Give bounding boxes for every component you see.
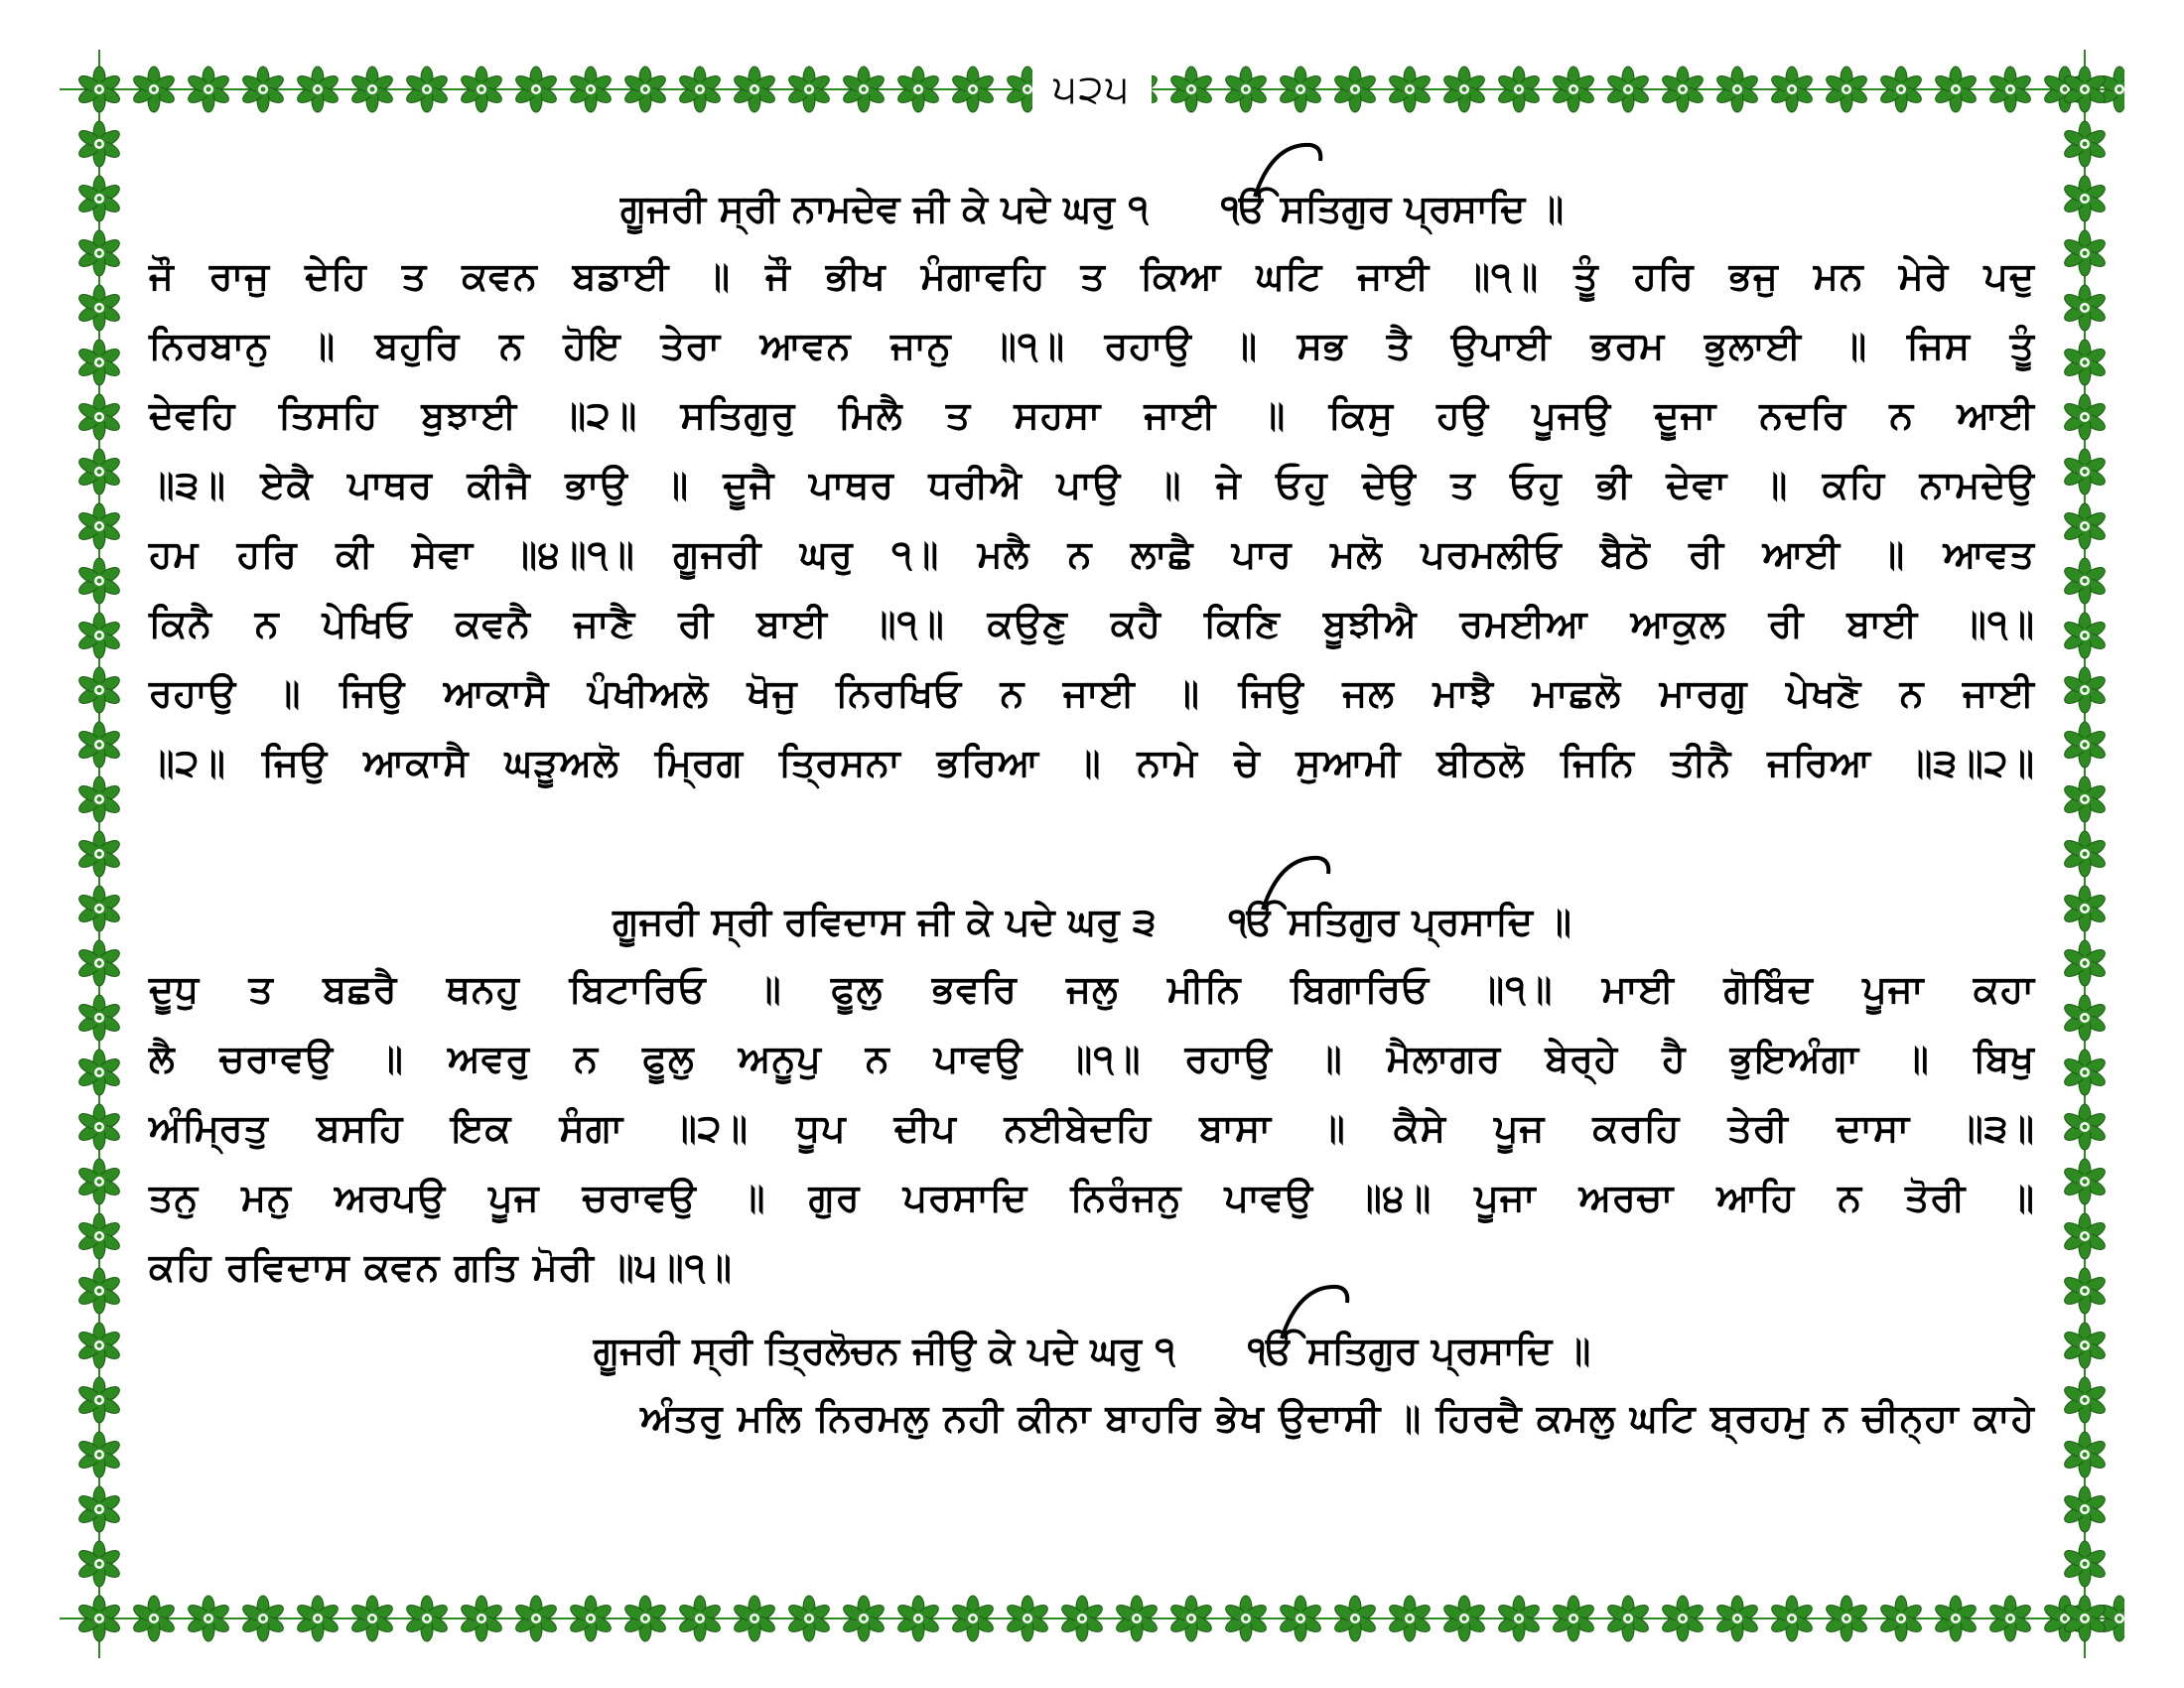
flower-icon — [76, 67, 122, 112]
page-number: ੫੨੫ — [1032, 62, 1152, 117]
flower-icon — [2062, 121, 2108, 167]
flower-icon — [2062, 1159, 2108, 1204]
invocation-text: ੴ ਸਤਿਗੁਰ ਪ੍ਰਸਾਦਿ ॥ — [1221, 187, 1565, 230]
flower-icon — [2062, 230, 2108, 276]
verse-line: ॥੨॥ ਜਿਉ ਆਕਾਸੈ ਘੜੂਅਲੋ ਮ੍ਰਿਗ ਤ੍ਰਿਸਨਾ ਭਰਿਆ ॥ ਨਾਮੇ ਚੇ ਸੁਆਮੀ ਬੀਠਲੋ ਜਿਨਿ ਤੀਨੈ ਜਰਿਆ ॥੩॥੨॥ — [149, 741, 2035, 784]
flower-icon — [2062, 503, 2108, 549]
flower-icon — [76, 1159, 122, 1204]
heading-title: ਗੂਜਰੀ ਸ੍ਰੀ ਨਾਮਦੇਵ ਜੀ ਕੇ ਪਦੇ ਘਰੁ ੧ — [619, 187, 1149, 230]
flower-icon — [76, 1323, 122, 1368]
scripture-content — [149, 179, 2035, 1569]
onkar-arc-icon — [1278, 1281, 1357, 1340]
border-left — [60, 50, 139, 1658]
flower-icon — [76, 503, 122, 549]
flower-icon — [76, 1377, 122, 1423]
flower-icon — [76, 285, 122, 331]
flower-border-bottom — [60, 1579, 2124, 1658]
flower-icon — [2062, 285, 2108, 331]
flower-icon — [76, 1104, 122, 1150]
flower-icon — [2062, 995, 2108, 1041]
flower-icon — [76, 1432, 122, 1477]
flower-icon — [76, 1268, 122, 1314]
verse-line: ਹਮ ਹਰਿ ਕੀ ਸੇਵਾ ॥੪॥੧॥ ਗੂਜਰੀ ਘਰੁ ੧॥ ਮਲੈ ਨ ਲਾਛੈ ਪਾਰ ਮਲੋ ਪਰਮਲੀਓ ਬੈਠੋ ਰੀ ਆਈ ॥ ਆਵਤ — [149, 532, 2035, 576]
verse-line: ਕਿਨੈ ਨ ਪੇਖਿਓ ਕਵਨੈ ਜਾਣੈ ਰੀ ਬਾਈ ॥੧॥ ਕਉਣੁ ਕਹੈ ਕਿਣਿ ਬੂਝੀਐ ਰਮਈਆ ਆਕੁਲ ਰੀ ਬਾਈ ॥੧॥ — [149, 602, 2035, 645]
verse-line: ਅੰਤਰੁ ਮਲਿ ਨਿਰਮਲੁ ਨਹੀ ਕੀਨਾ ਬਾਹਰਿ ਭੇਖ ਉਦਾਸੀ ॥ ਹਿਰਦੈ ਕਮਲੁ ਘਟਿ ਬ੍ਰਹਮੁ ਨ ਚੀਨ੍ਹਾ ਕਾਹੇ — [640, 1396, 2035, 1440]
verse-line: ਨਿਰਬਾਨੁ ॥ ਬਹੁਰਿ ਨ ਹੋਇ ਤੇਰਾ ਆਵਨ ਜਾਨੁ ॥੧॥ ਰਹਾਉ ॥ ਸਭ ਤੈ ਉਪਾਈ ਭਰਮ ਭੁਲਾਈ ॥ ਜਿਸ ਤੂੰ — [149, 324, 2035, 367]
flower-icon — [2062, 886, 2108, 931]
flower-icon — [76, 558, 122, 604]
flower-icon — [2062, 449, 2108, 494]
flower-icon — [76, 940, 122, 986]
invocation — [1229, 900, 1571, 943]
flower-icon — [2062, 1486, 2108, 1532]
flower-icon — [76, 995, 122, 1041]
flower-icon — [2062, 722, 2108, 768]
flower-icon — [2062, 1213, 2108, 1259]
flower-icon — [2062, 1541, 2108, 1587]
onkar-arc-icon — [1251, 139, 1330, 199]
invocation-text: ੴ ਸਤਿਗੁਰ ਪ੍ਰਸਾਦਿ ॥ — [1228, 900, 1571, 943]
flower-icon — [76, 667, 122, 713]
flower-icon — [2062, 1596, 2108, 1641]
flower-icon — [2062, 613, 2108, 658]
flower-icon — [2062, 558, 2108, 604]
flower-icon — [76, 1541, 122, 1587]
section-heading — [149, 892, 2035, 951]
flower-icon — [76, 176, 122, 221]
flower-icon — [76, 613, 122, 658]
flower-icon — [2062, 1323, 2108, 1368]
flower-icon — [76, 1050, 122, 1095]
flower-icon — [76, 1486, 122, 1532]
verse-line: ਤਨੁ ਮਨੁ ਅਰਪਉ ਪੂਜ ਚਰਾਵਉ ॥ ਗੁਰ ਪਰਸਾਦਿ ਨਿਰੰਜਨੁ ਪਾਵਉ ॥੪॥ ਪੂਜਾ ਅਰਚਾ ਆਹਿ ਨ ਤੋਰੀ ॥ — [149, 1176, 2035, 1219]
flower-border-right — [2045, 50, 2124, 1658]
flower-icon — [76, 121, 122, 167]
flower-icon — [2062, 667, 2108, 713]
flower-icon — [76, 1213, 122, 1259]
onkar-arc-icon — [1259, 852, 1338, 912]
flower-icon — [2062, 1050, 2108, 1095]
flower-icon — [76, 394, 122, 440]
flower-icon — [2062, 1268, 2108, 1314]
invocation-text: ੴ ਸਤਿਗੁਰ ਪ੍ਰਸਾਦਿ ॥ — [1248, 1329, 1591, 1372]
flower-icon — [2062, 1432, 2108, 1477]
verse-line: ਕਹਿ ਰਵਿਦਾਸ ਕਵਨ ਗਤਿ ਮੋਰੀ ॥੫॥੧॥ — [149, 1245, 733, 1289]
verse-line: ਲੈ ਚਰਾਵਉ ॥ ਅਵਰੁ ਨ ਫੂਲੁ ਅਨੂਪੁ ਨ ਪਾਵਉ ॥੧॥ ਰਹਾਉ ॥ ਮੈਲਾਗਰ ਬੇਰ੍ਹੇ ਹੈ ਭੁਇਅੰਗਾ ॥ ਬਿਖੁ — [149, 1037, 2035, 1080]
flower-icon — [2062, 1104, 2108, 1150]
invocation — [1248, 1329, 1590, 1372]
flower-icon — [2062, 176, 2108, 221]
flower-icon — [2062, 831, 2108, 877]
flower-icon — [76, 776, 122, 822]
flower-icon — [2062, 67, 2108, 112]
flower-icon — [76, 1596, 122, 1641]
heading-title: ਗੂਜਰੀ ਸ੍ਰੀ ਤ੍ਰਿਲੋਚਨ ਜੀਉ ਕੇ ਪਦੇ ਘਰੁ ੧ — [593, 1329, 1175, 1372]
flower-icon — [76, 886, 122, 931]
flower-icon — [2062, 940, 2108, 986]
verse-line: ਜੌ ਰਾਜੁ ਦੇਹਿ ਤ ਕਵਨ ਬਡਾਈ ॥ ਜੌ ਭੀਖ ਮੰਗਾਵਹਿ ਤ ਕਿਆ ਘਟਿ ਜਾਈ ॥੧॥ ਤੂੰ ਹਰਿ ਭਜੁ ਮਨ ਮੇਰੇ ਪਦੁ — [149, 254, 2035, 298]
border-right — [2045, 50, 2124, 1658]
flower-icon — [2062, 1377, 2108, 1423]
section-heading — [149, 179, 2035, 238]
flower-icon — [2062, 340, 2108, 385]
verse-line: ਦੇਵਹਿ ਤਿਸਹਿ ਬੁਝਾਈ ॥੨॥ ਸਤਿਗੁਰੁ ਮਿਲੈ ਤ ਸਹਸਾ ਜਾਈ ॥ ਕਿਸੁ ਹਉ ਪੂਜਉ ਦੂਜਾ ਨਦਰਿ ਨ ਆਈ — [149, 393, 2035, 437]
verse-line: ਦੂਧੁ ਤ ਬਛਰੈ ਥਨਹੁ ਬਿਟਾਰਿਓ ॥ ਫੂਲੁ ਭਵਰਿ ਜਲੁ ਮੀਨਿ ਬਿਗਾਰਿਓ ॥੧॥ ਮਾਈ ਗੋਬਿੰਦ ਪੂਜਾ ਕਹਾ — [149, 967, 2035, 1011]
verse-line: ਅੰਮ੍ਰਿਤੁ ਬਸਹਿ ਇਕ ਸੰਗਾ ॥੨॥ ਧੂਪ ਦੀਪ ਨਈਬੇਦਹਿ ਬਾਸਾ ॥ ਕੈਸੇ ਪੂਜ ਕਰਹਿ ਤੇਰੀ ਦਾਸਾ ॥੩॥ — [149, 1106, 2035, 1150]
flower-icon — [76, 722, 122, 768]
flower-icon — [2062, 776, 2108, 822]
heading-title: ਗੂਜਰੀ ਸ੍ਰੀ ਰਵਿਦਾਸ ਜੀ ਕੇ ਪਦੇ ਘਰੁ ੩ — [613, 900, 1157, 943]
flower-icon — [76, 230, 122, 276]
flower-icon — [2062, 394, 2108, 440]
verse-line: ਰਹਾਉ ॥ ਜਿਉ ਆਕਾਸੈ ਪੰਖੀਅਲੋ ਖੋਜੁ ਨਿਰਖਿਓ ਨ ਜਾਈ ॥ ਜਿਉ ਜਲ ਮਾਝੈ ਮਾਛਲੋ ਮਾਰਗੁ ਪੇਖਣੋ ਨ ਜਾਈ — [149, 671, 2035, 715]
border-bottom — [60, 1579, 2124, 1658]
flower-icon — [76, 449, 122, 494]
flower-icon — [76, 340, 122, 385]
flower-border-left — [60, 50, 139, 1658]
verse-line: ॥੩॥ ਏਕੈ ਪਾਥਰ ਕੀਜੈ ਭਾਉ ॥ ਦੂਜੈ ਪਾਥਰ ਧਰੀਐ ਪਾਉ ॥ ਜੇ ਓਹੁ ਦੇਉ ਤ ਓਹੁ ਭੀ ਦੇਵਾ ॥ ਕਹਿ ਨਾਮਦੇਉ — [149, 463, 2035, 506]
section-heading — [149, 1321, 2035, 1380]
flower-icon — [76, 831, 122, 877]
invocation — [1221, 187, 1564, 230]
